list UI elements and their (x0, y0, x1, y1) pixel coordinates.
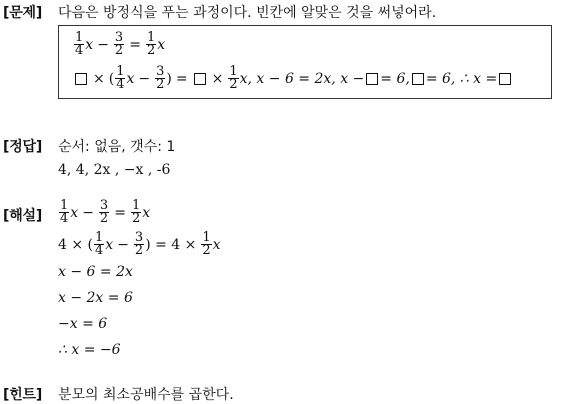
blank-box (194, 73, 206, 85)
hint-label: [힌트] (3, 387, 43, 403)
problem-statement: 다음은 방정식을 푸는 과정이다. 빈칸에 알맞은 것을 써넣어라. (58, 5, 437, 21)
box-equation-line-2: × ( $\frac{1}{4}$ x − $\frac{3}{2}$ ) = × $\frac{1}{2}$ x, x − 6 = 2x, x − = 6, = 6, ∴ x = (73, 66, 513, 91)
fraction: $\frac{1}{4}$ (60, 198, 69, 226)
fraction: $\frac{3}{2}$ (156, 64, 165, 92)
fraction: $\frac{1}{2}$ (146, 30, 156, 58)
fraction: $\frac{1}{4}$ (95, 230, 104, 258)
answer-values: 4, 4, 2x , −x , -6 (58, 162, 171, 178)
hint-text: 분모의 최소공배수를 곱한다. (58, 387, 234, 403)
solution-line-5: −x = 6 (58, 316, 108, 332)
fraction: $\frac{1}{2}$ (202, 230, 211, 258)
fraction: $\frac{3}{2}$ (114, 30, 124, 58)
blank-box (366, 73, 378, 85)
answer-meta: 순서: 없음, 갯수: 1 (58, 139, 176, 155)
fraction: $\frac{1}{4}$ (75, 30, 84, 58)
solution-line-1: $\frac{1}{4}$ x − $\frac{3}{2}$ = $\frac{1}{2}$ x (60, 198, 151, 226)
blank-box (75, 73, 87, 85)
solution-label: [해설] (3, 208, 43, 224)
fraction: $\frac{1}{4}$ (116, 64, 125, 92)
box-equation-line-1: $\frac{1}{4}$ x − $\frac{3}{2}$ = $\frac{1}{2}$ x (75, 30, 166, 58)
solution-line-3: x − 6 = 2x (58, 264, 133, 280)
fraction: $\frac{3}{2}$ (134, 230, 144, 258)
solution-line-4: x − 2x = 6 (58, 290, 133, 306)
fraction: $\frac{3}{2}$ (99, 198, 109, 226)
solution-line-2: 4 × ( $\frac{1}{4}$ x − $\frac{3}{2}$ ) = 4 × $\frac{1}{2}$ x (58, 230, 221, 258)
problem-box (58, 25, 552, 99)
blank-box (412, 73, 424, 85)
blank-box (499, 73, 511, 85)
problem-label: [문제] (3, 5, 43, 21)
answer-label: [정답] (3, 139, 43, 155)
solution-line-6: ∴ x = −6 (58, 342, 121, 358)
fraction: $\frac{1}{2}$ (229, 64, 238, 92)
fraction: $\frac{1}{2}$ (131, 198, 141, 226)
